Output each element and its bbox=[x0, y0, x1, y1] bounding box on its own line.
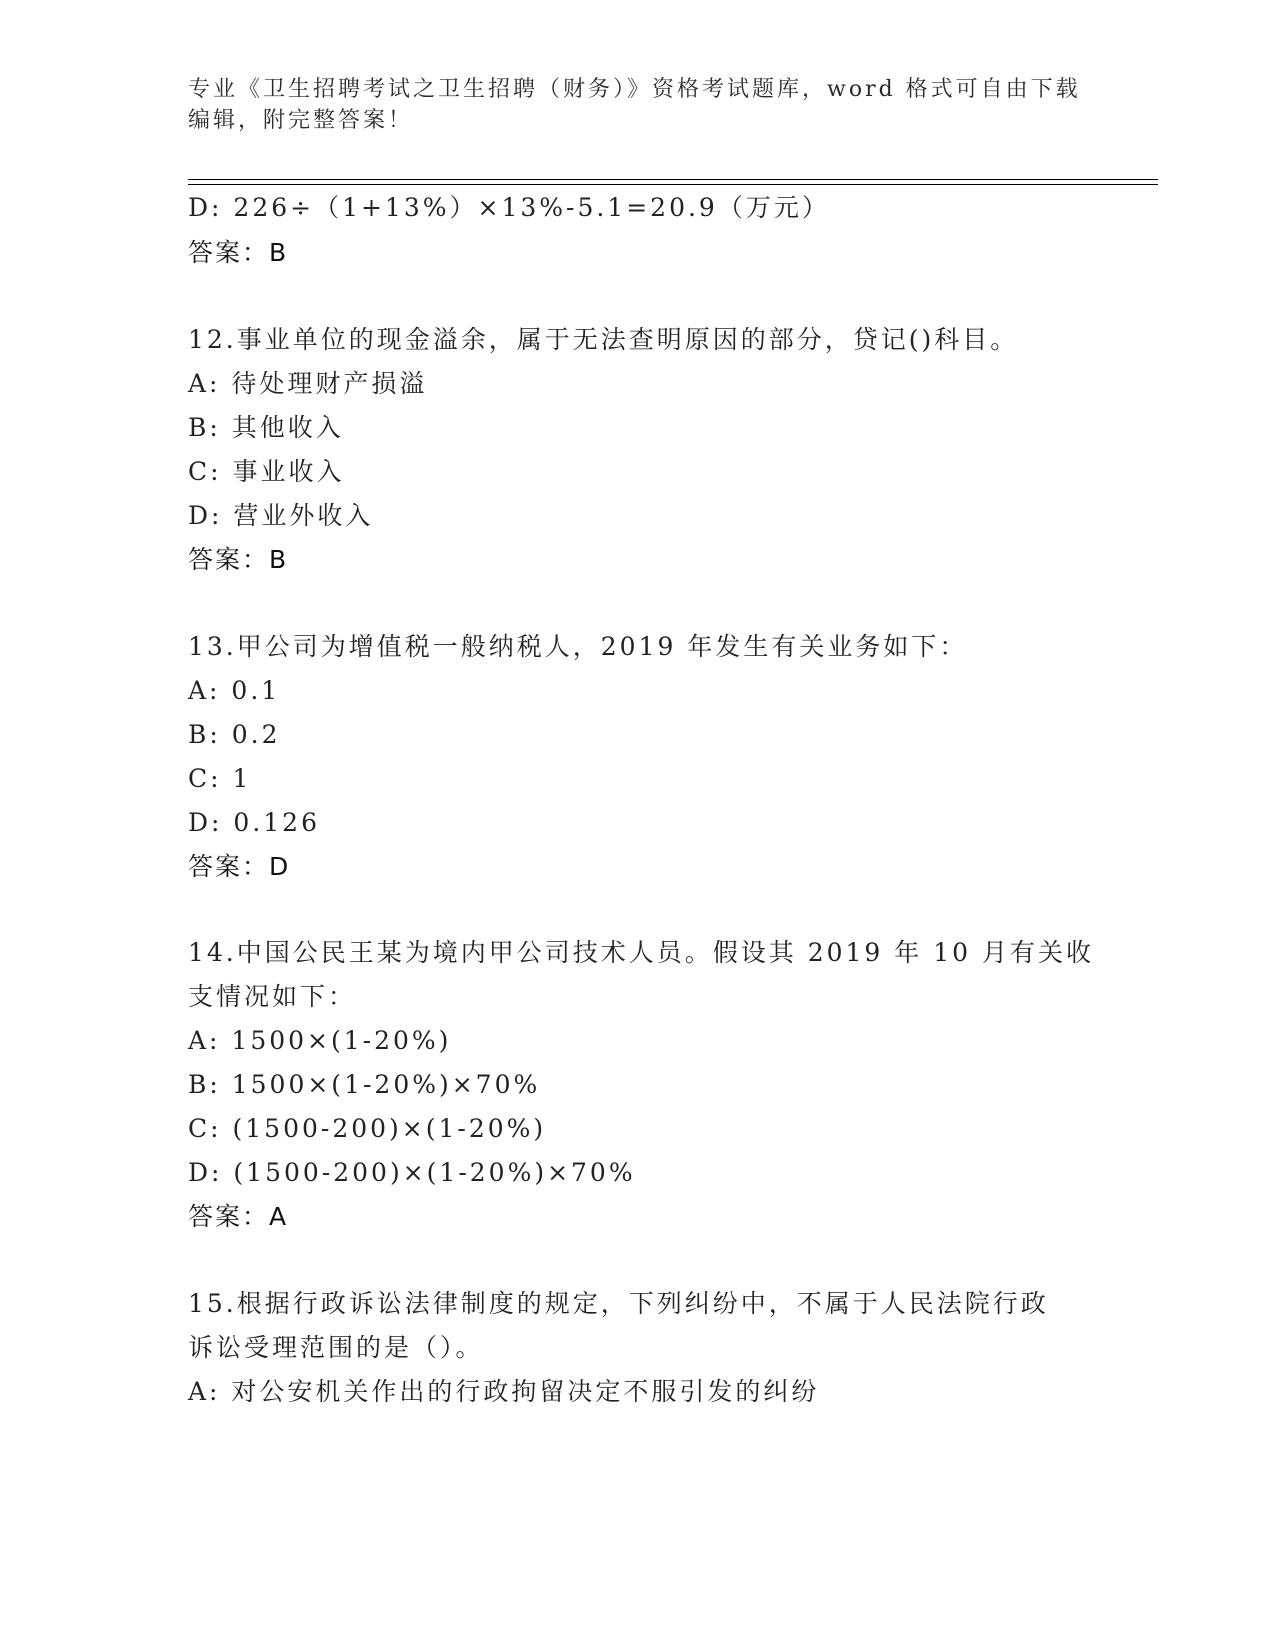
question-12-option-c: C: 事业收入 bbox=[188, 457, 345, 486]
question-14-option-c: C: (1500-200)×(1-20%) bbox=[188, 1114, 547, 1143]
question-14-stem-line-1: 14.中国公民王某为境内甲公司技术人员。假设其 2019 年 10 月有关收 bbox=[188, 938, 1094, 967]
question-14-answer: 答案：A bbox=[188, 1202, 289, 1231]
question-15-stem-line-1: 15.根据行政诉讼法律制度的规定，下列纠纷中，不属于人民法院行政 bbox=[188, 1289, 1049, 1318]
question-12-option-d: D: 营业外收入 bbox=[188, 501, 374, 530]
question-13-option-c: C: 1 bbox=[188, 764, 252, 793]
question-12-option-a: A: 待处理财产损溢 bbox=[188, 369, 428, 398]
header-divider-top bbox=[188, 179, 1158, 180]
question-15-option-a: A: 对公安机关作出的行政拘留决定不服引发的纠纷 bbox=[188, 1377, 820, 1406]
question-12-option-b: B: 其他收入 bbox=[188, 413, 344, 442]
header-line-1: 专业《卫生招聘考试之卫生招聘（财务）》资格考试题库，word 格式可自由下载 bbox=[188, 77, 1081, 102]
question-14-option-a: A: 1500×(1-20%) bbox=[188, 1026, 452, 1055]
question-13-option-d: D: 0.126 bbox=[188, 808, 320, 837]
option-d: D: 226÷（1+13%）×13%-5.1=20.9（万元） bbox=[188, 193, 830, 222]
question-13-stem: 13.甲公司为增值税一般纳税人，2019 年发生有关业务如下： bbox=[188, 632, 968, 661]
document-header bbox=[188, 74, 1088, 136]
question-14-option-b: B: 1500×(1-20%)×70% bbox=[188, 1070, 541, 1099]
question-13-option-b: B: 0.2 bbox=[188, 720, 281, 749]
header-divider-bottom bbox=[188, 184, 1158, 185]
question-13-answer: 答案：D bbox=[188, 852, 291, 881]
question-13-option-a: A: 0.1 bbox=[188, 676, 281, 705]
question-15-stem-line-2: 诉讼受理范围的是（）。 bbox=[188, 1333, 484, 1362]
header-line-2: 编辑，附完整答案！ bbox=[188, 108, 414, 133]
answer: 答案：B bbox=[188, 238, 289, 267]
question-14-stem-line-2: 支情况如下： bbox=[188, 982, 357, 1011]
question-12-stem: 12.事业单位的现金溢余，属于无法查明原因的部分，贷记()科目。 bbox=[188, 325, 1019, 354]
question-12-answer: 答案：B bbox=[188, 545, 289, 574]
question-14-option-d: D: (1500-200)×(1-20%)×70% bbox=[188, 1158, 636, 1187]
